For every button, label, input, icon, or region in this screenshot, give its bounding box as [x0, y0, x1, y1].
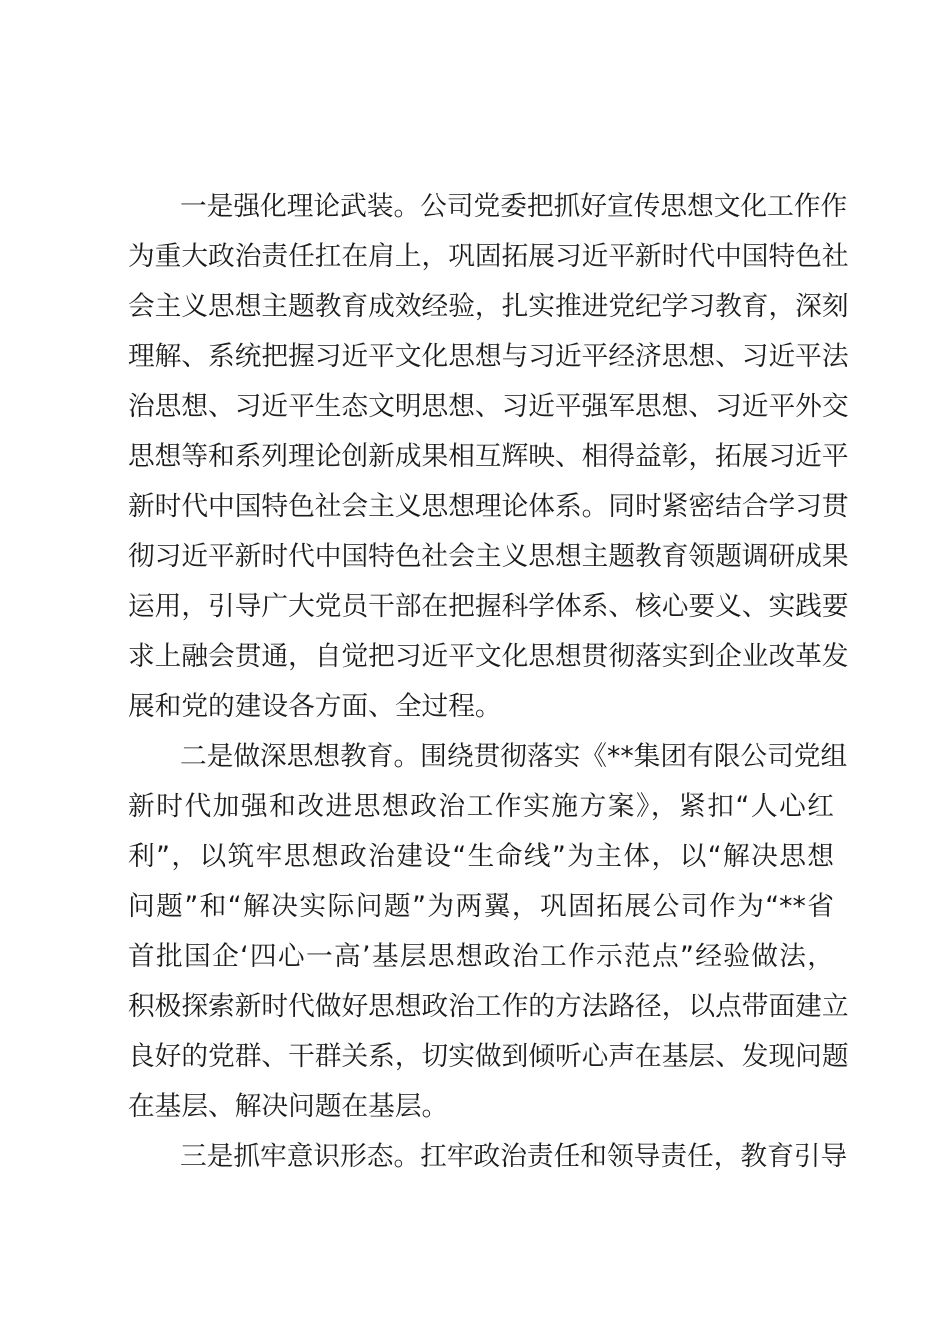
paragraph-ideological-education [128, 732, 849, 1132]
paragraph-line: 积极探索新时代做好思想政治工作的方法路径，以点带面建立 [128, 991, 849, 1022]
paragraph-line: 良好的党群、干群关系，切实做到倾听心声在基层、发现问题 [128, 1041, 849, 1072]
paragraph-theory-arming [128, 182, 849, 732]
paragraph-line: 一是强化理论武装。公司党委把抓好宣传思想文化工作作 [180, 191, 848, 222]
paragraph-line: 展和党的建设各方面、全过程。 [128, 691, 502, 722]
paragraph-line: 运用，引导广大党员干部在把握科学体系、核心要义、实践要 [128, 591, 849, 622]
paragraph-line: 新时代加强和改进思想政治工作实施方案》，紧扣“人心红 [128, 791, 834, 822]
paragraph-line: 三是抓牢意识形态。扛牢政治责任和领导责任，教育引导 [180, 1141, 848, 1172]
paragraph-line: 首批国企‘四心一高’基层思想政治工作示范点”经验做法， [128, 941, 834, 972]
paragraph-line: 二是做深思想教育。围绕贯彻落实《**集团有限公司党组 [180, 741, 848, 772]
paragraph-line: 治思想、习近平生态文明思想、习近平强军思想、习近平外交 [128, 391, 849, 422]
paragraph-line: 在基层、解决问题在基层。 [128, 1091, 449, 1122]
paragraph-line: 问题”和“解决实际问题”为两翼，巩固拓展公司作为“**省 [128, 891, 834, 922]
document-body [128, 182, 849, 1182]
paragraph-line: 思想等和系列理论创新成果相互辉映、相得益彰，拓展习近平 [128, 441, 849, 472]
paragraph-line: 彻习近平新时代中国特色社会主义思想主题教育领题调研成果 [128, 541, 849, 572]
paragraph-line: 新时代中国特色社会主义思想理论体系。同时紧密结合学习贯 [128, 491, 849, 522]
paragraph-line: 理解、系统把握习近平文化思想与习近平经济思想、习近平法 [128, 341, 849, 372]
paragraph-line: 求上融会贯通，自觉把习近平文化思想贯彻落实到企业改革发 [128, 641, 849, 672]
paragraph-line: 为重大政治责任扛在肩上，巩固拓展习近平新时代中国特色社 [128, 241, 849, 272]
paragraph-line: 利”，以筑牢思想政治建设“生命线”为主体，以“解决思想 [128, 841, 834, 872]
paragraph-line: 会主义思想主题教育成效经验，扎实推进党纪学习教育，深刻 [128, 291, 849, 322]
paragraph-ideology [128, 1132, 848, 1182]
